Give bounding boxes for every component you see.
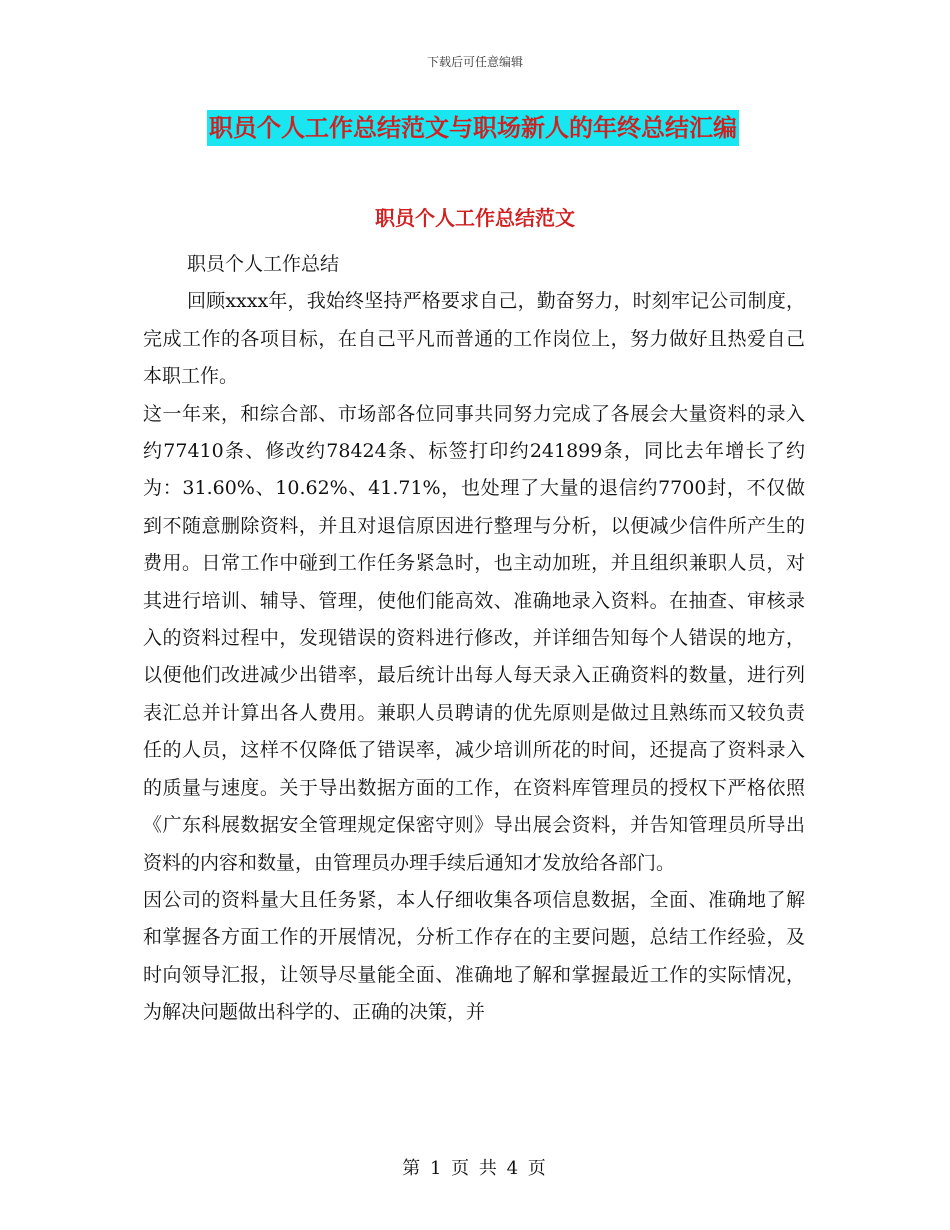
document-title: 职员个人工作总结范文与职场新人的年终总结汇编 bbox=[207, 110, 739, 146]
document-body bbox=[143, 246, 805, 1032]
paragraph-review: 回顾xxxx年，我始终坚持严格要求自己，勤奋努力，时刻牢记公司制度，完成工作的各项目标，在自己平凡而普通的工作岗位上，努力做好且热爱自己本职工作。 bbox=[143, 290, 805, 388]
paragraph-subtitle: 职员个人工作总结 bbox=[187, 253, 340, 275]
header-note: 下载后可任意编辑 bbox=[426, 55, 523, 69]
paragraph-data-collection: 因公司的资料量大且任务紧，本人仔细收集各项信息数据，全面、准确地了解和掌握各方面工作的开展情况，分析工作存在的主要问题，总结工作经验，及时向领导汇报，让领导尽量能全面、准确地了解和掌握最近工作的实际情况，为解决问题做出科学的、正确的决策，并 bbox=[143, 888, 805, 1024]
paragraph-work-summary: 这一年来，和综合部、市场部各位同事共同努力完成了各展会大量资料的录入约77410条、修改约78424条、标签打印约241899条，同比去年增长了约为：31.60%、10.62%、41.71%，也处理了大量的退信约7700封，不仅做到不随意删除资料，并且对退信原因进行整理与分析，以便减少信件所产生的费用。日常工作中碰到工作任务紧急时，也主动加班，并且组织兼职人员，对其进行培训、辅导、管理，使他们能高效、准确地录入资料。在抽查、审核录入的资料过程中，发现错误的资料进行修改，并详细告知每个人错误的地方，以便他们改进减少出错率，最后统计出每人每天录入正确资料的数量，进行列表汇总并计算出各人费用。兼职人员聘请的优先原则是做过且熟练而又较负责任的人员，这样不仅降低了错误率，减少培训所花的时间，还提高了资料录入的质量与速度。关于导出数据方面的工作，在资料库管理员的授权下严格依照《广东科展数据安全管理规定保密守则》导出展会资料，并告知管理员所导出资料的内容和数量，由管理员办理手续后通知才发放给各部门。 bbox=[143, 402, 805, 874]
page-footer: 第 1 页 共 4 页 bbox=[402, 1158, 548, 1179]
section-title: 职员个人工作总结范文 bbox=[375, 206, 575, 230]
